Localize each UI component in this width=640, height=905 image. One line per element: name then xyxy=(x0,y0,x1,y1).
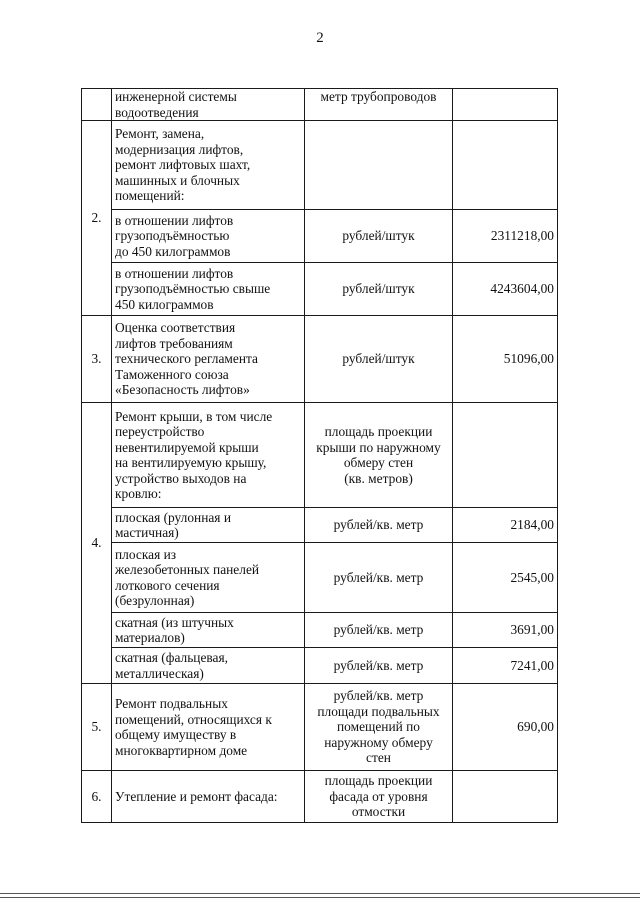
table-row xyxy=(82,771,558,823)
unit-cell: метр трубопроводов xyxy=(305,89,453,121)
unit-cell: площадь проекции фасада от уровня отмостки xyxy=(305,771,453,823)
row-number-cell: 3. xyxy=(82,316,112,403)
table-row xyxy=(82,89,558,121)
row-number-cell: 6. xyxy=(82,771,112,823)
unit-cell: площадь проекции крыши по наружному обмеру стен (кв. метров) xyxy=(305,403,453,508)
unit-cell: рублей/кв. метр xyxy=(305,648,453,684)
price-cell: 2184,00 xyxy=(453,508,558,543)
unit-cell: рублей/кв. метр xyxy=(305,543,453,613)
page-bottom-rule xyxy=(0,893,640,894)
row-number-cell: 4. xyxy=(82,403,112,684)
work-name-cell: Ремонт крыши, в том числе переустройство невентилируемой крыши на вентилируемую крышу, устройство выходов на кровлю: xyxy=(112,403,305,508)
table-row xyxy=(82,648,558,684)
work-name-cell: плоская из железобетонных панелей лоткового сечения (безрулонная) xyxy=(112,543,305,613)
unit-cell: рублей/кв. метр площади подвальных помещений по наружному обмеру стен xyxy=(305,684,453,771)
work-name-cell: скатная (фальцевая, металлическая) xyxy=(112,648,305,684)
work-name-cell: Оценка соответствия лифтов требованиям технического регламента Таможенного союза «Безопасность лифтов» xyxy=(112,316,305,403)
price-cell: 2311218,00 xyxy=(453,210,558,263)
row-number-cell: 2. xyxy=(82,121,112,316)
price-cell: 690,00 xyxy=(453,684,558,771)
table-row xyxy=(82,316,558,403)
work-name-cell: Ремонт, замена, модернизация лифтов, ремонт лифтовых шахт, машинных и блочных помещений: xyxy=(112,121,305,210)
work-name-cell: Ремонт подвальных помещений, относящихся к общему имуществу в многоквартирном доме xyxy=(112,684,305,771)
unit-cell: рублей/штук xyxy=(305,263,453,316)
table-row xyxy=(82,210,558,263)
page-bottom-rule xyxy=(0,897,640,898)
work-name-cell: скатная (из штучных материалов) xyxy=(112,613,305,648)
price-cell xyxy=(453,121,558,210)
work-name-cell: инженерной системы водоотведения xyxy=(112,89,305,121)
work-name-cell: Утепление и ремонт фасада: xyxy=(112,771,305,823)
unit-cell: рублей/кв. метр xyxy=(305,508,453,543)
price-cell: 3691,00 xyxy=(453,613,558,648)
unit-cell: рублей/штук xyxy=(305,210,453,263)
price-cell: 7241,00 xyxy=(453,648,558,684)
table-row xyxy=(82,403,558,508)
table-row xyxy=(82,508,558,543)
price-cell: 4243604,00 xyxy=(453,263,558,316)
unit-cell: рублей/штук xyxy=(305,316,453,403)
price-cell xyxy=(453,403,558,508)
table-row xyxy=(82,613,558,648)
table-row xyxy=(82,543,558,613)
table-row xyxy=(82,684,558,771)
work-name-cell: в отношении лифтов грузоподъёмностью свыше 450 килограммов xyxy=(112,263,305,316)
unit-cell xyxy=(305,121,453,210)
price-cell: 51096,00 xyxy=(453,316,558,403)
work-name-cell: плоская (рулонная и мастичная) xyxy=(112,508,305,543)
price-cell xyxy=(453,771,558,823)
table-row xyxy=(82,121,558,210)
page-number: 2 xyxy=(316,30,324,46)
work-cost-table xyxy=(81,88,558,823)
row-number-cell: 5. xyxy=(82,684,112,771)
row-number-cell xyxy=(82,89,112,121)
unit-cell: рублей/кв. метр xyxy=(305,613,453,648)
table-row xyxy=(82,263,558,316)
work-name-cell: в отношении лифтов грузоподъёмностью до 450 килограммов xyxy=(112,210,305,263)
price-cell xyxy=(453,89,558,121)
price-cell: 2545,00 xyxy=(453,543,558,613)
